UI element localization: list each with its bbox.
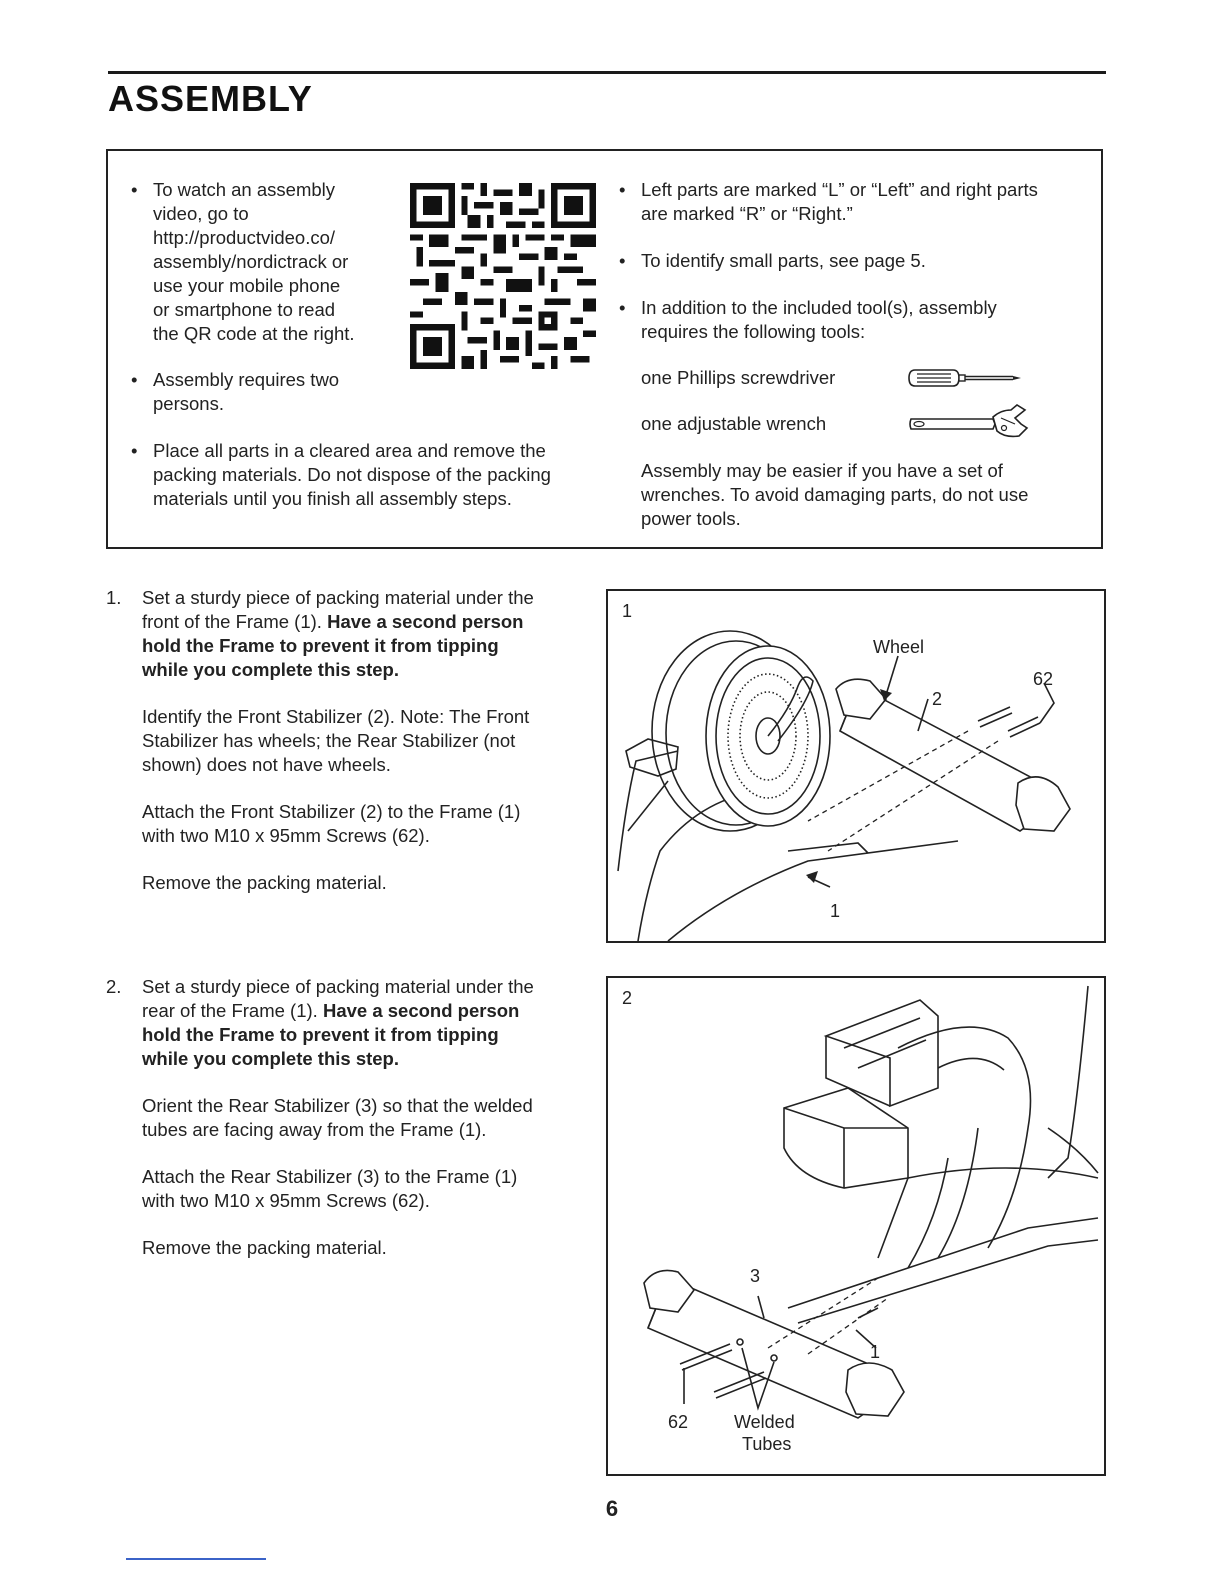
step-2-instruction: Set a sturdy piece of packing material under the rear of the Frame (1). Have a second person hold the Frame to prevent it from tipping while you complete this step. bbox=[142, 976, 534, 1069]
video-url[interactable]: http://productvideo.co/ bbox=[153, 227, 336, 248]
label-welded: Welded bbox=[734, 1412, 795, 1432]
step-2-text bbox=[142, 975, 582, 1283]
step-1-para-identify: Identify the Front Stabilizer (2). Note: The Front Stabilizer has wheels; the Rear Stabilizer (not shown) does not have wheels. bbox=[142, 706, 530, 775]
bullet-small-parts: • To identify small parts, see page 5. bbox=[619, 250, 926, 271]
figure-2 bbox=[606, 976, 1106, 1476]
label-screws-62: 62 bbox=[668, 1412, 689, 1432]
step-1-para-remove: Remove the packing material. bbox=[142, 872, 387, 893]
wrench-icon bbox=[905, 402, 1030, 444]
figure-1-drawing bbox=[608, 591, 1106, 943]
figure-2-number: 2 bbox=[622, 988, 633, 1008]
bullet-two-persons: • Assembly requires two persons. bbox=[131, 369, 340, 414]
page-number: 6 bbox=[605, 1496, 619, 1521]
label-screws-62: 62 bbox=[1033, 669, 1054, 689]
header-rule bbox=[108, 71, 1106, 74]
footer-line bbox=[126, 1558, 266, 1560]
qr-code-icon[interactable] bbox=[410, 183, 596, 369]
step-1-text bbox=[142, 586, 582, 918]
page-title: ASSEMBLY bbox=[108, 78, 313, 119]
label-frame-1: 1 bbox=[830, 901, 841, 921]
step-1-instruction: Set a sturdy piece of packing material under the front of the Frame (1). Have a second person hold the Frame to prevent it from tipping while you complete this step. bbox=[142, 587, 534, 680]
label-frame-1: 1 bbox=[870, 1342, 881, 1362]
label-stabilizer-3: 3 bbox=[750, 1266, 761, 1286]
bullet-cleared-area: • Place all parts in a cleared area and remove the packing materials. Do not dispose of the packing materials until you finish all assembly steps. bbox=[131, 440, 551, 509]
figure-1-number: 1 bbox=[622, 601, 633, 621]
screwdriver-icon bbox=[905, 367, 1025, 389]
step-1-para-attach: Attach the Front Stabilizer (2) to the Frame (1) with two M10 x 95mm Screws (62). bbox=[142, 801, 521, 846]
step-2-para-orient: Orient the Rear Stabilizer (3) so that the welded tubes are facing away from the Frame (1). bbox=[142, 1095, 533, 1140]
step-2-para-attach: Attach the Rear Stabilizer (3) to the Frame (1) with two M10 x 95mm Screws (62). bbox=[142, 1166, 518, 1211]
figure-1 bbox=[606, 589, 1106, 943]
bullet-assembly-video: • To watch an assembly video, go to http://productvideo.co/ assembly/nordictrack or use your mobile phone or smartphone to read the QR code at the right. bbox=[131, 179, 355, 344]
tool-screwdriver-label: one Phillips screwdriver bbox=[641, 367, 836, 388]
step-2-para-remove: Remove the packing material. bbox=[142, 1237, 387, 1258]
figure-2-drawing bbox=[608, 978, 1106, 1476]
bullet-tools: • In addition to the included tool(s), assembly requires the following tools: bbox=[619, 297, 997, 342]
label-stabilizer-2: 2 bbox=[932, 689, 943, 709]
label-wheel: Wheel bbox=[873, 637, 925, 657]
label-tubes: Tubes bbox=[742, 1434, 792, 1454]
step-2-number: 2. bbox=[106, 976, 122, 997]
tools-note: Assembly may be easier if you have a set of wrenches. To avoid damaging parts, do not use power tools. bbox=[641, 460, 1029, 529]
step-1-number: 1. bbox=[106, 587, 122, 608]
bullet-left-right-parts: • Left parts are marked “L” or “Left” and right parts are marked “R” or “Right.” bbox=[619, 179, 1038, 224]
tool-wrench-label: one adjustable wrench bbox=[641, 413, 827, 434]
